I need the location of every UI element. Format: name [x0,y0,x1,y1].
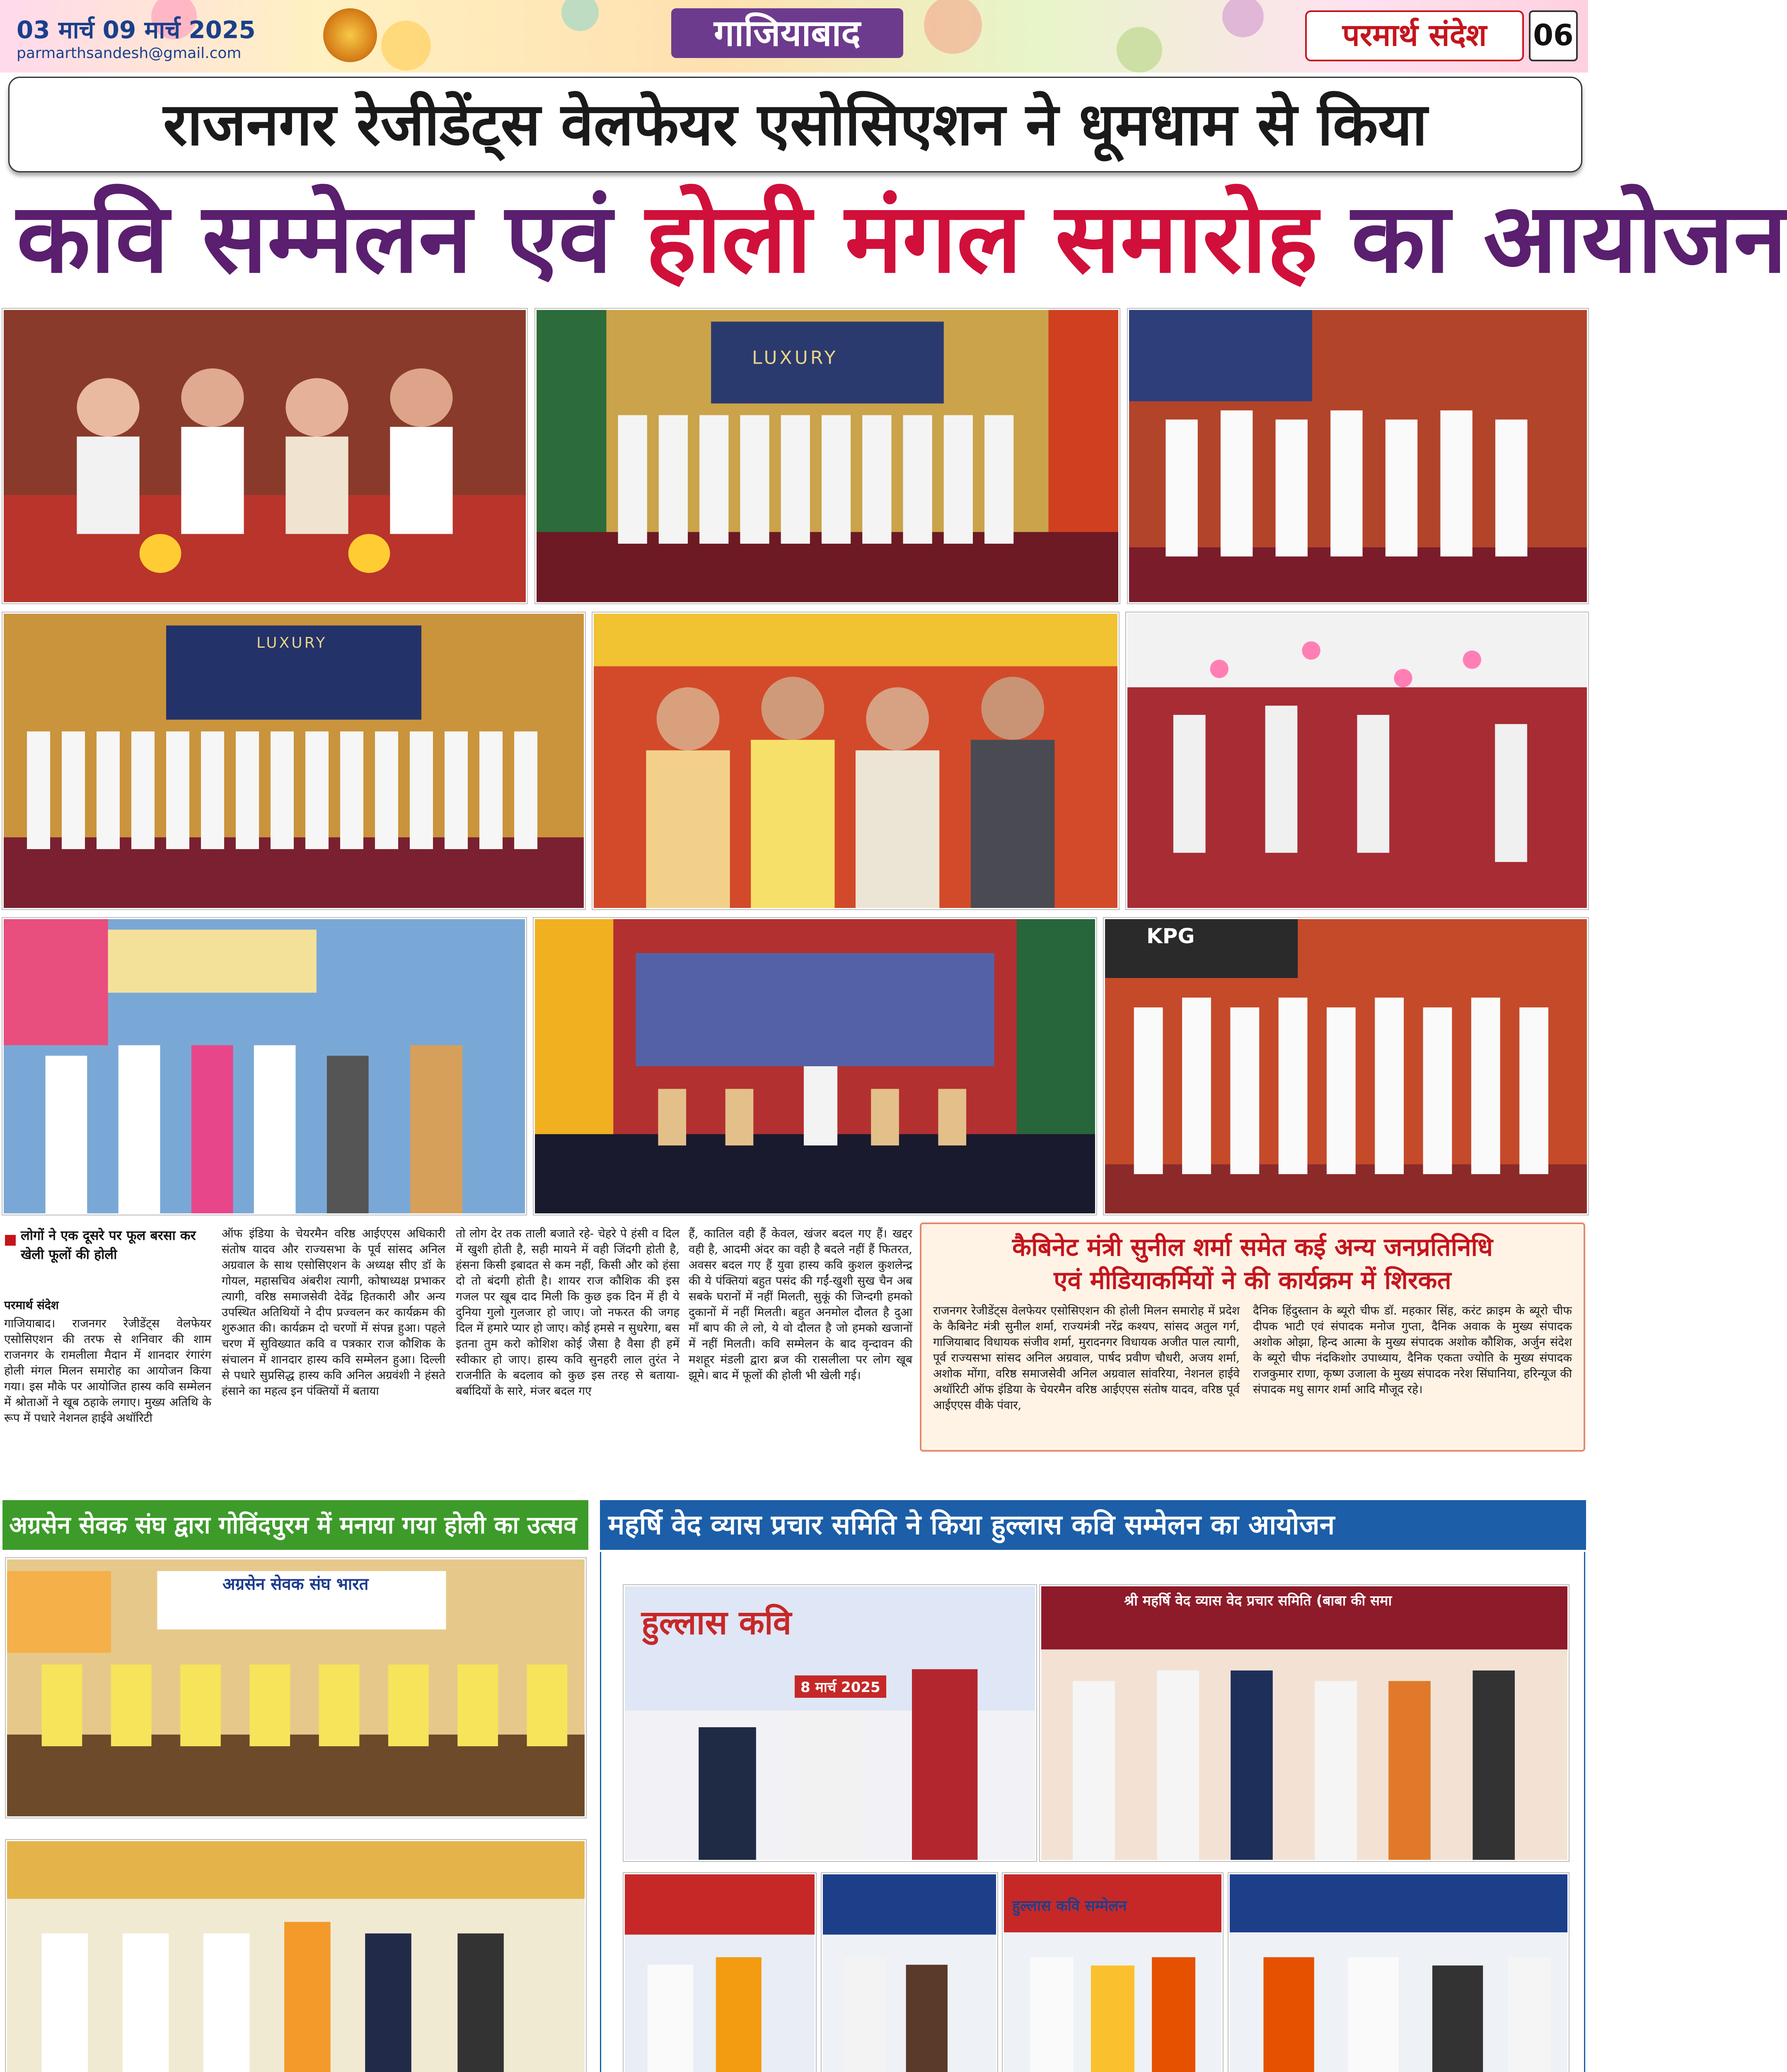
kpg-sign-text: KPG [1146,924,1195,948]
sub-headline-marker-icon [5,1235,16,1246]
headline-word-holi-mangal: होली मंगल समारोह [645,182,1318,294]
box-headline-line1: कैबिनेट मंत्री सुनील शर्मा समेत कई अन्य जनप्रतिनिधि [1012,1233,1493,1262]
photo-stage-group-luxury [535,309,1120,603]
issue-date: 03 मार्च 09 मार्च 2025 [17,16,256,44]
emblem-icon [323,8,377,62]
photo-hullas-stage-group [1040,1585,1569,1861]
photo-hullas-1 [624,1873,816,2072]
email-address[interactable]: parmarthsandesh@gmail.com [17,45,242,62]
lead-column-4: हैं, कातिल वही हैं केवल, खंजर बदल गए हैं। खद्दर वही है, आदमी अंदर का वही है बदले नहीं हैं फितरत, अवसर बदल गए हैं युवा हास्य कवि कुशल कुशलेन्द्र की ये पंक्तियां बहुत पसंद की गईं-खुशी सुख चैन अब सबके घरानों में नहीं मिलती, सुकूं की जिन्दगी हमको दुकानों में नहीं मिलती। बहुत अनमोल दौलत है दुआ माँ बाप की ले लो, ये वो दौलत है जो हमको खजानों में नहीं मिलती। कवि सम्मेलन के बाद वृन्दावन की मशहूर मंडली द्वारा ब्रज की रासलीला पर लोग खूब झूमे। बाद में फूलों की होली भी खेली गई। [689,1227,912,1382]
photo-agrasen-bhajan [6,1558,586,1818]
lead-headline-line1: राजनगर रेजीडेंट्स वेलफेयर एसोसिएशन ने धूमधाम से किया [163,90,1427,159]
photo-agrasen-honour [6,1840,586,2072]
city-section-title: गाजियाबाद [671,8,903,58]
paper-name: परमार्थ संदेश [1305,10,1524,61]
photo-hullas-2 [822,1873,997,2072]
box-story [920,1222,1585,1452]
photo-lamp-lighting [2,309,527,603]
photo-hullas-felicitation [624,1585,1036,1861]
masthead [0,0,1588,73]
box-column-2: दैनिक हिंदुस्तान के ब्यूरो चीफ डॉ. महकार सिंह, करंट क्राइम के ब्यूरो चीफ दीपक भाटी एवं संपादक मनोज गुप्ता, दैनिक अवाक के मुख्य संपादक अशोक ओझा, हिन्द आत्मा के मुख्य संपादक अशोक कौशिक, अर्जुन संदेश के ब्यूरो चीफ नंदकिशोर उपाध्याय, दैनिक एकता ज्योति के मुख्य संपादक राजकुमार राणा, कृष्ण उजाला के मुख्य संपादक नरेश सिंघानिया, हरिन्यूज की संपादक मधु सागर शर्मा आदि मौजूद रहे। [1253,1304,1572,1396]
headline-word-kavi-sammelan: कवि सम्मेलन [17,182,472,294]
photo-dignitaries-closeup [592,612,1119,909]
lead-headline-banner [8,77,1582,172]
photo-kpg-group [1104,918,1588,1215]
lead-headline-main [17,178,1787,298]
luxury-backdrop-text: LUXURY [752,347,838,368]
photo-hullas-4 [1228,1873,1569,2072]
page-number: 06 [1529,10,1578,61]
lead-sub-headline: लोगों ने एक दूसरे पर फूल बरसा कर खेली फूलों की होली [21,1227,196,1262]
agrasen-banner-text: अग्रसेन सेवक संघ भारत [222,1575,369,1594]
hullas-banner-date: 8 मार्च 2025 [795,1675,886,1698]
box-headline-line2: एवं मीडियाकर्मियों ने की कार्यक्रम में शिरकत [1054,1266,1451,1295]
photo-stage-group-right [1128,309,1588,603]
headline-word-ka-ayojan: का आयोजन [1351,182,1787,294]
lead-byline: परमार्थ संदेश [4,1298,59,1312]
story2-headline: अग्रसेन सेवक संघ द्वारा गोविंदपुरम में मनाया गया होली का उत्सव [9,1511,577,1539]
story2-header [2,1500,588,1550]
hullas-banner-c: हुल्लास कवि सम्मेलन [1012,1898,1127,1915]
headline-word-evam: एवं [505,182,612,294]
photo-large-group-stage [2,612,585,909]
hullas-banner-b: श्री महर्षि वेद व्यास वेद प्रचार समिति (बाबा की समा [1124,1593,1392,1609]
photo-kavi-sammelan-stage [534,918,1096,1215]
hullas-banner-a: हुल्लास कवि [641,1603,792,1642]
lead-column-3: तो लोग देर तक ताली बजाते रहे- चेहरे पे हंसी व दिल में खुशी होती है, सही मायने में वही जिंदगी होती है, हंसना किसी इबादत से कम नहीं, किसी और को हंसा दो तो बंदगी होती है। शायर राज कौशिक की इस गजल पर खूब दाद मिली कि कुछ इक दिन में ही ये दुनिया गुलो गुलजार हो जाए। जो नफरत की जगह दिल में हमारे प्यार हो जाए। कोई हमसे न सुधरेगा, बस इतना तुम करो कोशिश कोई जैसा है वैसा ही हमें स्वीकार हो जाए। हास्य कवि सुनहरी लाल तुरंत ने राजनीति के बदलाव को कुछ इस तरह से बताया-बर्बादियों के सारे, मंजर बदल गए [456,1227,679,1398]
story3-header [600,1500,1586,1550]
box-column-1: राजनगर रेजीडेंट्स वेलफेयर एसोसिएशन की होली मिलन समारोह में प्रदेश के कैबिनेट मंत्री सुनील शर्मा, राज्यमंत्री नरेंद्र कश्यप, सांसद अतुल गर्ग, गाजियाबाद विधायक संजीव शर्मा, मुरादनगर विधायक अजीत पाल त्यागी, पूर्व राज्यसभा सांसद अनिल अग्रवाल, पार्षद प्रवीण चौधरी, अजय शर्मा, अशोक मोंगा, वरिष्ठ समाजसेवी अनिल अग्रवाल सांवरिया, नेशनल हाईवे अथॉरिटी ऑफ इंडिया के चेयरमैन वरिष्ठ आईएएस संतोष यादव, वरिष्ठ पूर्व आईएएस वीके पंवार, [933,1304,1240,1412]
photo-greeting-guests [2,918,526,1215]
lead-column-2: ऑफ इंडिया के चेयरमैन वरिष्ठ आईएएस अधिकारी संतोष यादव और राज्यसभा के पूर्व सांसद अनिल अग्रवाल के साथ एसोसिएशन के अध्यक्ष सीए डॉ के गोयल, महासचिव अंबरीश त्यागी, कोषाध्यक्ष प्रभाकर त्यागी, वरिष्ठ समाजसेवी देवेंद्र हितकारी और अन्य उपस्थित अतिथियों ने दीप प्रज्वलन कर कार्यक्रम की शुरुआत की। कार्यक्रम दो चरणों में संपन्न हुआ। पहले चरण में सुविख्यात कवि व पत्रकार राज कौशिक के संचालन में शानदार हास्य कवि सम्मेलन हुआ। दिल्ली से पधारे सुप्रसिद्ध हास्य कवि अनिल अग्रवंशी ने हंसते हंसाने का महत्व इन पंक्तियों में बताया [222,1227,445,1398]
lead-column-1: गाजियाबाद। राजनगर रेजीडेंट्स वेलफेयर एसोसिएशन की तरफ से शनिवार की शाम राजनगर के रामलीला मैदान में शानदार रंगारंग होली मंगल मिलन समारोह का आयोजन किया गया। इस मौके पर आयोजित हास्य कवि सम्मेलन में श्रोताओं ने खूब ठहाके लगाए। मुख्य अतिथि के रूप में पधारे नेशनल हाईवे अथॉरिटी [4,1317,211,1425]
photo-hullas-3 [1003,1873,1223,2072]
story3-headline: महर्षि वेद व्यास प्रचार समिति ने किया हुल्लास कवि सम्मेलन का आयोजन [608,1509,1335,1541]
photo-flower-holi [1126,612,1588,909]
luxury-backdrop-text-2: LUXURY [256,634,327,651]
